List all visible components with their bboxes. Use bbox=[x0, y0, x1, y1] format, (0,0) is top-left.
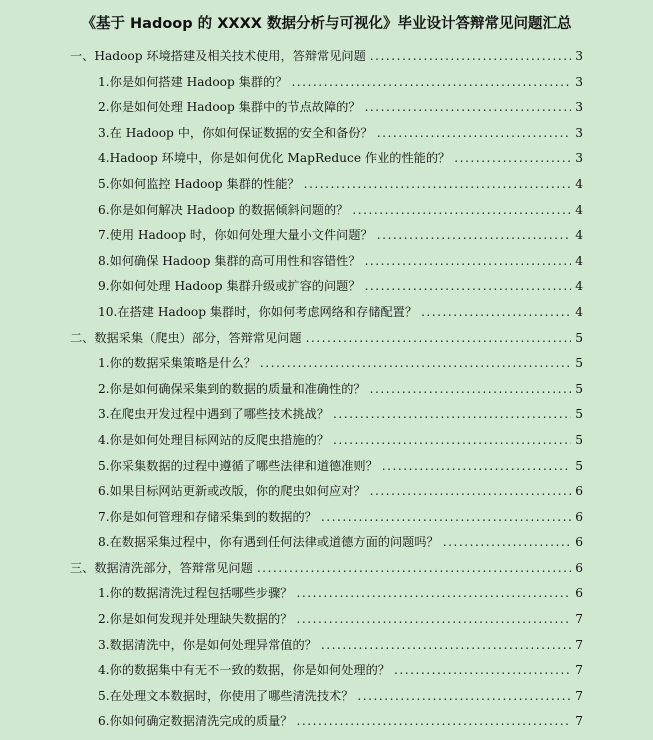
toc-question-entry[interactable] bbox=[70, 581, 583, 607]
document-title: 《基于 Hadoop 的 XXXX 数据分析与可视化》毕业设计答辩常见问题汇总 bbox=[81, 16, 572, 32]
toc-leader-dots bbox=[291, 70, 571, 96]
toc-leader-dots bbox=[296, 709, 571, 735]
toc-page-number: 7 bbox=[575, 714, 583, 729]
toc-leader-dots bbox=[333, 402, 571, 428]
toc-entry-text: 5.你如何监控 Hadoop 集群的性能？ bbox=[98, 176, 300, 191]
toc-leader-dots bbox=[370, 44, 571, 70]
toc-page-number: 7 bbox=[575, 637, 583, 652]
toc-entry-text: 一、Hadoop 环境搭建及相关技术使用，答辩常见问题 bbox=[70, 49, 366, 63]
toc-entry-text: 6.如果目标网站更新或改版，你的爬虫如何应对？ bbox=[98, 484, 366, 499]
toc-leader-dots bbox=[333, 428, 571, 454]
toc-entry-text: 1.你的数据清洗过程包括哪些步骤？ bbox=[98, 586, 293, 601]
toc-leader-dots bbox=[382, 454, 571, 480]
toc-entry-text: 9.你如何处理 Hadoop 集群升级或扩容的问题？ bbox=[98, 279, 361, 294]
toc-page-number: 4 bbox=[575, 253, 583, 268]
toc-entry-text: 2.你是如何确保采集到的数据的质量和准确性的？ bbox=[98, 381, 366, 396]
toc-page-number: 6 bbox=[575, 560, 583, 575]
toc-section-entry[interactable] bbox=[70, 44, 583, 70]
toc-entry-text: 10.在搭建 Hadoop 集群时，你如何考虑网络和存储配置？ bbox=[98, 304, 418, 319]
toc-page-number: 5 bbox=[575, 407, 583, 422]
toc-question-entry[interactable] bbox=[70, 505, 583, 531]
toc-page-number: 5 bbox=[575, 458, 583, 473]
toc-question-entry[interactable] bbox=[70, 172, 583, 198]
toc-question-entry[interactable] bbox=[70, 121, 583, 147]
toc-entry-text: 3.在 Hadoop 中，你如何保证数据的安全和备份？ bbox=[98, 125, 373, 140]
toc-page-number: 7 bbox=[575, 612, 583, 627]
toc-page-number: 6 bbox=[575, 484, 583, 499]
toc-question-entry[interactable] bbox=[70, 428, 583, 454]
toc-entry-text: 7.你是如何管理和存储采集到的数据的？ bbox=[98, 509, 317, 524]
toc-leader-dots bbox=[260, 351, 571, 377]
toc-entry-text: 4.Hadoop 环境中，你是如何优化 MapReduce 作业的性能的？ bbox=[98, 151, 451, 166]
toc-entry-text: 5.在处理文本数据时，你使用了哪些清洗技术？ bbox=[98, 688, 354, 703]
toc-page-number: 5 bbox=[575, 381, 583, 396]
toc-page-number: 7 bbox=[575, 688, 583, 703]
toc-entry-text: 三、数据清洗部分，答辩常见问题 bbox=[70, 560, 253, 575]
toc-leader-dots bbox=[365, 95, 571, 121]
toc-page-number: 3 bbox=[575, 100, 583, 115]
toc-page-number: 4 bbox=[575, 202, 583, 217]
toc-page-number: 4 bbox=[575, 228, 583, 243]
toc-page-number: 5 bbox=[575, 356, 583, 371]
toc-section-entry[interactable] bbox=[70, 556, 583, 582]
toc-question-entry[interactable] bbox=[70, 300, 583, 326]
toc-page-number: 6 bbox=[575, 509, 583, 524]
toc-page-number: 4 bbox=[575, 176, 583, 191]
toc-entry-text: 4.你的数据集中有无不一致的数据，你是如何处理的？ bbox=[98, 663, 390, 678]
toc-leader-dots bbox=[257, 556, 571, 582]
toc-leader-dots bbox=[365, 249, 571, 275]
toc-section-entry[interactable] bbox=[70, 326, 583, 352]
toc-entry-text: 6.你是如何解决 Hadoop 的数据倾斜问题的？ bbox=[98, 202, 349, 217]
toc-entry-text: 1.你是如何搭建 Hadoop 集群的？ bbox=[98, 74, 288, 89]
toc-leader-dots bbox=[365, 274, 571, 300]
toc-entry-text: 3.在爬虫开发过程中遇到了哪些技术挑战？ bbox=[98, 407, 330, 422]
toc-entry-text: 8.在数据采集过程中，你有遇到任何法律或道德方面的问题吗？ bbox=[98, 535, 439, 550]
toc-question-entry[interactable] bbox=[70, 684, 583, 710]
toc-question-entry[interactable] bbox=[70, 402, 583, 428]
toc-question-entry[interactable] bbox=[70, 607, 583, 633]
toc-leader-dots bbox=[321, 505, 571, 531]
toc-question-entry[interactable] bbox=[70, 249, 583, 275]
toc-leader-dots bbox=[394, 658, 571, 684]
toc-leader-dots bbox=[370, 479, 571, 505]
toc-leader-dots bbox=[304, 172, 571, 198]
toc-entry-text: 2.你是如何处理 Hadoop 集群中的节点故障的？ bbox=[98, 100, 361, 115]
toc-leader-dots bbox=[352, 198, 571, 224]
toc-page-number: 5 bbox=[575, 330, 583, 345]
toc-question-entry[interactable] bbox=[70, 223, 583, 249]
toc-page-number: 5 bbox=[575, 432, 583, 447]
toc-question-entry[interactable] bbox=[70, 274, 583, 300]
toc-page-number: 4 bbox=[575, 304, 583, 319]
toc-entry-text: 3.数据清洗中，你是如何处理异常值的？ bbox=[98, 637, 317, 652]
toc-page-number: 3 bbox=[575, 74, 583, 89]
toc-leader-dots bbox=[306, 326, 571, 352]
toc-question-entry[interactable] bbox=[70, 351, 583, 377]
toc-question-entry[interactable] bbox=[70, 454, 583, 480]
toc-entry-text: 4.你是如何处理目标网站的反爬虫措施的？ bbox=[98, 432, 330, 447]
toc-page-number: 7 bbox=[575, 663, 583, 678]
toc-entry-text: 6.你如何确定数据清洗完成的质量？ bbox=[98, 714, 293, 729]
toc-entry-text: 2.你是如何发现并处理缺失数据的？ bbox=[98, 612, 293, 627]
toc-page-number: 3 bbox=[575, 49, 583, 63]
toc-entry-text: 5.你采集数据的过程中遵循了哪些法律和道德准则？ bbox=[98, 458, 378, 473]
toc-leader-dots bbox=[454, 146, 571, 172]
toc-leader-dots bbox=[421, 300, 571, 326]
toc-leader-dots bbox=[377, 121, 571, 147]
toc-question-entry[interactable] bbox=[70, 198, 583, 224]
toc-leader-dots bbox=[296, 581, 571, 607]
toc-question-entry[interactable] bbox=[70, 709, 583, 735]
toc-entry-text: 二、数据采集（爬虫）部分，答辩常见问题 bbox=[70, 330, 302, 345]
toc-question-entry[interactable] bbox=[70, 530, 583, 556]
toc-leader-dots bbox=[296, 607, 571, 633]
toc-page-number: 3 bbox=[575, 151, 583, 166]
toc-page-number: 3 bbox=[575, 125, 583, 140]
toc-leader-dots bbox=[443, 530, 571, 556]
toc-page-number: 6 bbox=[575, 535, 583, 550]
toc-question-entry[interactable] bbox=[70, 658, 583, 684]
toc-page-number: 6 bbox=[575, 586, 583, 601]
toc-question-entry[interactable] bbox=[70, 479, 583, 505]
toc-leader-dots bbox=[357, 684, 571, 710]
toc-question-entry[interactable] bbox=[70, 633, 583, 659]
toc-question-entry[interactable] bbox=[70, 95, 583, 121]
toc-leader-dots bbox=[321, 633, 571, 659]
toc-entry-text: 7.使用 Hadoop 时，你如何处理大量小文件问题？ bbox=[98, 228, 373, 243]
toc-question-entry[interactable] bbox=[70, 70, 583, 96]
toc-question-entry[interactable] bbox=[70, 377, 583, 403]
toc-page-number: 4 bbox=[575, 279, 583, 294]
toc-entry-text: 1.你的数据采集策略是什么？ bbox=[98, 356, 256, 371]
toc-question-entry[interactable] bbox=[70, 146, 583, 172]
table-of-contents bbox=[70, 44, 583, 735]
toc-entry-text: 8.如何确保 Hadoop 集群的高可用性和容错性？ bbox=[98, 253, 361, 268]
toc-leader-dots bbox=[377, 223, 571, 249]
toc-leader-dots bbox=[370, 377, 571, 403]
